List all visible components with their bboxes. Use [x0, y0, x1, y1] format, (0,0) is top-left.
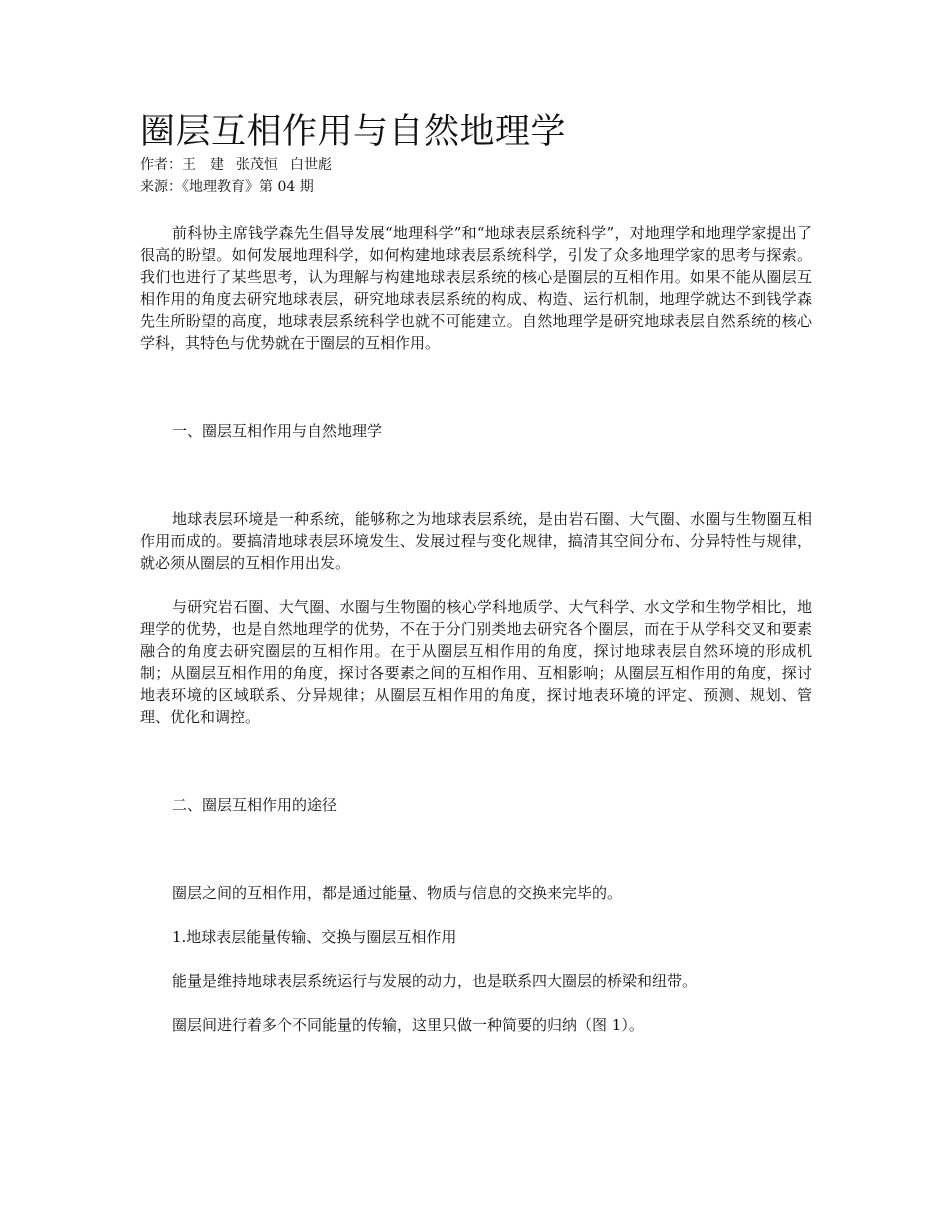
section-heading: 一、圈层互相作用与自然地理学 [172, 422, 383, 440]
section-heading: 二、圈层互相作用的途径 [172, 796, 338, 814]
author-name: 王 建 [182, 157, 224, 173]
subsection-heading: 1.地球表层能量传输、交换与圈层互相作用 [172, 928, 457, 946]
document-page [140, 110, 812, 1036]
body-paragraph: 能量是维持地球表层系统运行与发展的动力，也是联系四大圈层的桥梁和纽带。 [172, 972, 698, 990]
intro-paragraph: 前科协主席钱学森先生倡导发展“地理科学”和“地球表层系统科学”，对地理学和地理学家提出了很高的盼望。如何发展地理科学，如何构建地球表层系统科学，引发了众多地理学家的思考与探索。我们也进行了某些思考，认为理解与构建地球表层系统的核心是圈层的互相作用。如果不能从圈层互相作用的角度去研究地球表层，研究地球表层系统的构成、构造、运行机制，地理学就达不到钱学森先生所盼望的高度，地球表层系统科学也就不可能建立。自然地理学是研究地球表层自然系统的核心学科，其特色与优势就在于圈层的互相作用。 [140, 224, 812, 352]
author-name: 张茂恒 [236, 157, 278, 173]
source-value: 《地理教育》第 04 期 [182, 179, 314, 195]
author-label: 作者： [140, 157, 182, 173]
body-paragraph: 圈层之间的互相作用，都是通过能量、物质与信息的交换来完毕的。 [172, 884, 623, 902]
source-line [140, 176, 812, 198]
body-paragraph: 圈层间进行着多个不同能量的传输，这里只做一种简要的归纳（图 1）。 [172, 1016, 644, 1034]
author-line [140, 154, 812, 176]
author-name: 白世彪 [290, 157, 332, 173]
body-paragraph: 地球表层环境是一种系统，能够称之为地球表层系统，是由岩石圈、大气圈、水圈与生物圈互相作用而成的。要搞清地球表层环境发生、发展过程与变化规律，搞清其空间分布、分异特性与规律，就必须从圈层的互相作用出发。 [140, 510, 812, 572]
source-label: 来源： [140, 179, 182, 195]
body-paragraph: 与研究岩石圈、大气圈、水圈与生物圈的核心学科地质学、大气科学、水文学和生物学相比，地理学的优势，也是自然地理学的优势，不在于分门别类地去研究各个圈层，而在于从学科交叉和要素融合的角度去研究圈层的互相作用。在于从圈层互相作用的角度，探讨地球表层自然环境的形成机制；从圈层互相作用的角度，探讨各要素之间的互相作用、互相影响；从圈层互相作用的角度，探讨地表环境的区域联系、分异规律；从圈层互相作用的角度，探讨地表环境的评定、预测、规划、管理、优化和调控。 [140, 598, 812, 726]
document-title: 圈层互相作用与自然地理学 [140, 112, 567, 152]
